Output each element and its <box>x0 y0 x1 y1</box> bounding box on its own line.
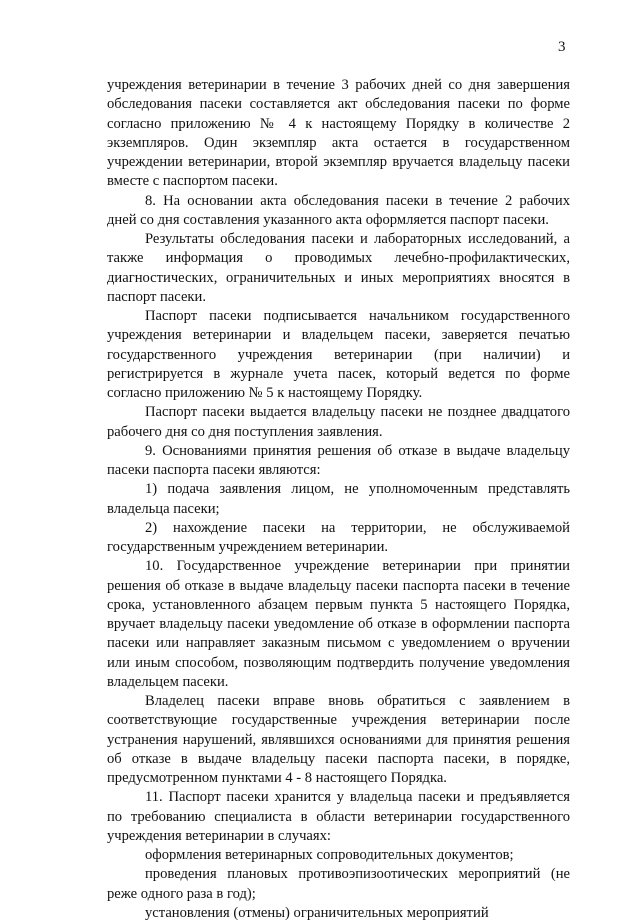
paragraph-case-restrictions: установления (отмены) ограничительных мероприятий <box>145 904 489 921</box>
paragraph-item-9: 9. Основаниями принятия решения об отказе в выдаче владельцу пасеки паспорта пасеки являются: <box>107 442 570 478</box>
paragraph-item-8: 8. На основании акта обследования пасеки в течение 2 рабочих дней со дня составления указанного акта оформляется паспорт пасеки. <box>107 192 570 228</box>
paragraph-results: Результаты обследования пасеки и лабораторных исследований, а также информация о проводимых лечебно-профилактических, диагностических, ограничительных и иных мероприятиях вносятся в паспорт пасеки. <box>107 231 570 305</box>
document-body <box>107 76 570 923</box>
paragraph-case-documents: оформления ветеринарных сопроводительных документов; <box>145 847 514 863</box>
paragraph-passport-signing: Паспорт пасеки подписывается начальником государственного учреждения ветеринарии и владельцем пасеки, заверяется печатью государственного учреждения ветеринарии (при наличии) и регистрируется в журнале учета пасек, который ведется по форме согласно приложению № 5 к настоящему Порядку. <box>107 308 570 401</box>
paragraph-item-10: 10. Государственное учреждение ветеринарии при принятии решения об отказе в выдаче владельцу пасеки паспорта пасеки в течение срока, установленного абзацем первым пункта 5 настоящего Порядка, вручает владельцу пасеки уведомление об отказе в оформлении паспорта пасеки или направляет заказным письмом с уведомлением о вручении или иным способом, позволяющим подтвердить получение уведомления владельцем пасеки. <box>107 558 570 690</box>
paragraph-item-11: 11. Паспорт пасеки хранится у владельца пасеки и предъявляется по требованию специалиста в области ветеринарии государственного учреждения ветеринарии в случаях: <box>107 789 570 844</box>
paragraph-item-9-2: 2) нахождение пасеки на территории, не обслуживаемой государственным учреждением ветеринарии. <box>107 519 570 555</box>
paragraph-passport-issue: Паспорт пасеки выдается владельцу пасеки не позднее двадцатого рабочего дня со дня поступления заявления. <box>107 404 570 440</box>
page-number: 3 <box>558 39 566 55</box>
paragraph-item-9-1: 1) подача заявления лицом, не уполномоченным представлять владельца пасеки; <box>107 481 570 517</box>
paragraph-case-planned: проведения плановых противоэпизоотических мероприятий (не реже одного раза в год); <box>107 866 570 902</box>
paragraph-reapply: Владелец пасеки вправе вновь обратиться с заявлением в соответствующие государственные учреждения ветеринарии после устранения нарушений, являвшихся основаниями для принятия решения об отказе в выдаче владельцу пасеки паспорта пасеки, в порядке, предусмотренном пунктами 4 - 8 настоящего Порядка. <box>107 693 570 786</box>
paragraph-continuation: учреждения ветеринарии в течение 3 рабочих дней со дня завершения обследования пасеки составляется акт обследования пасеки по форме согласно приложению № 4 к настоящему Порядку в количестве 2 экземпляров. Один экземпляр акта остается в государственном учреждении ветеринарии, второй экземпляр вручается владельцу пасеки вместе с паспортом пасеки. <box>107 77 570 190</box>
